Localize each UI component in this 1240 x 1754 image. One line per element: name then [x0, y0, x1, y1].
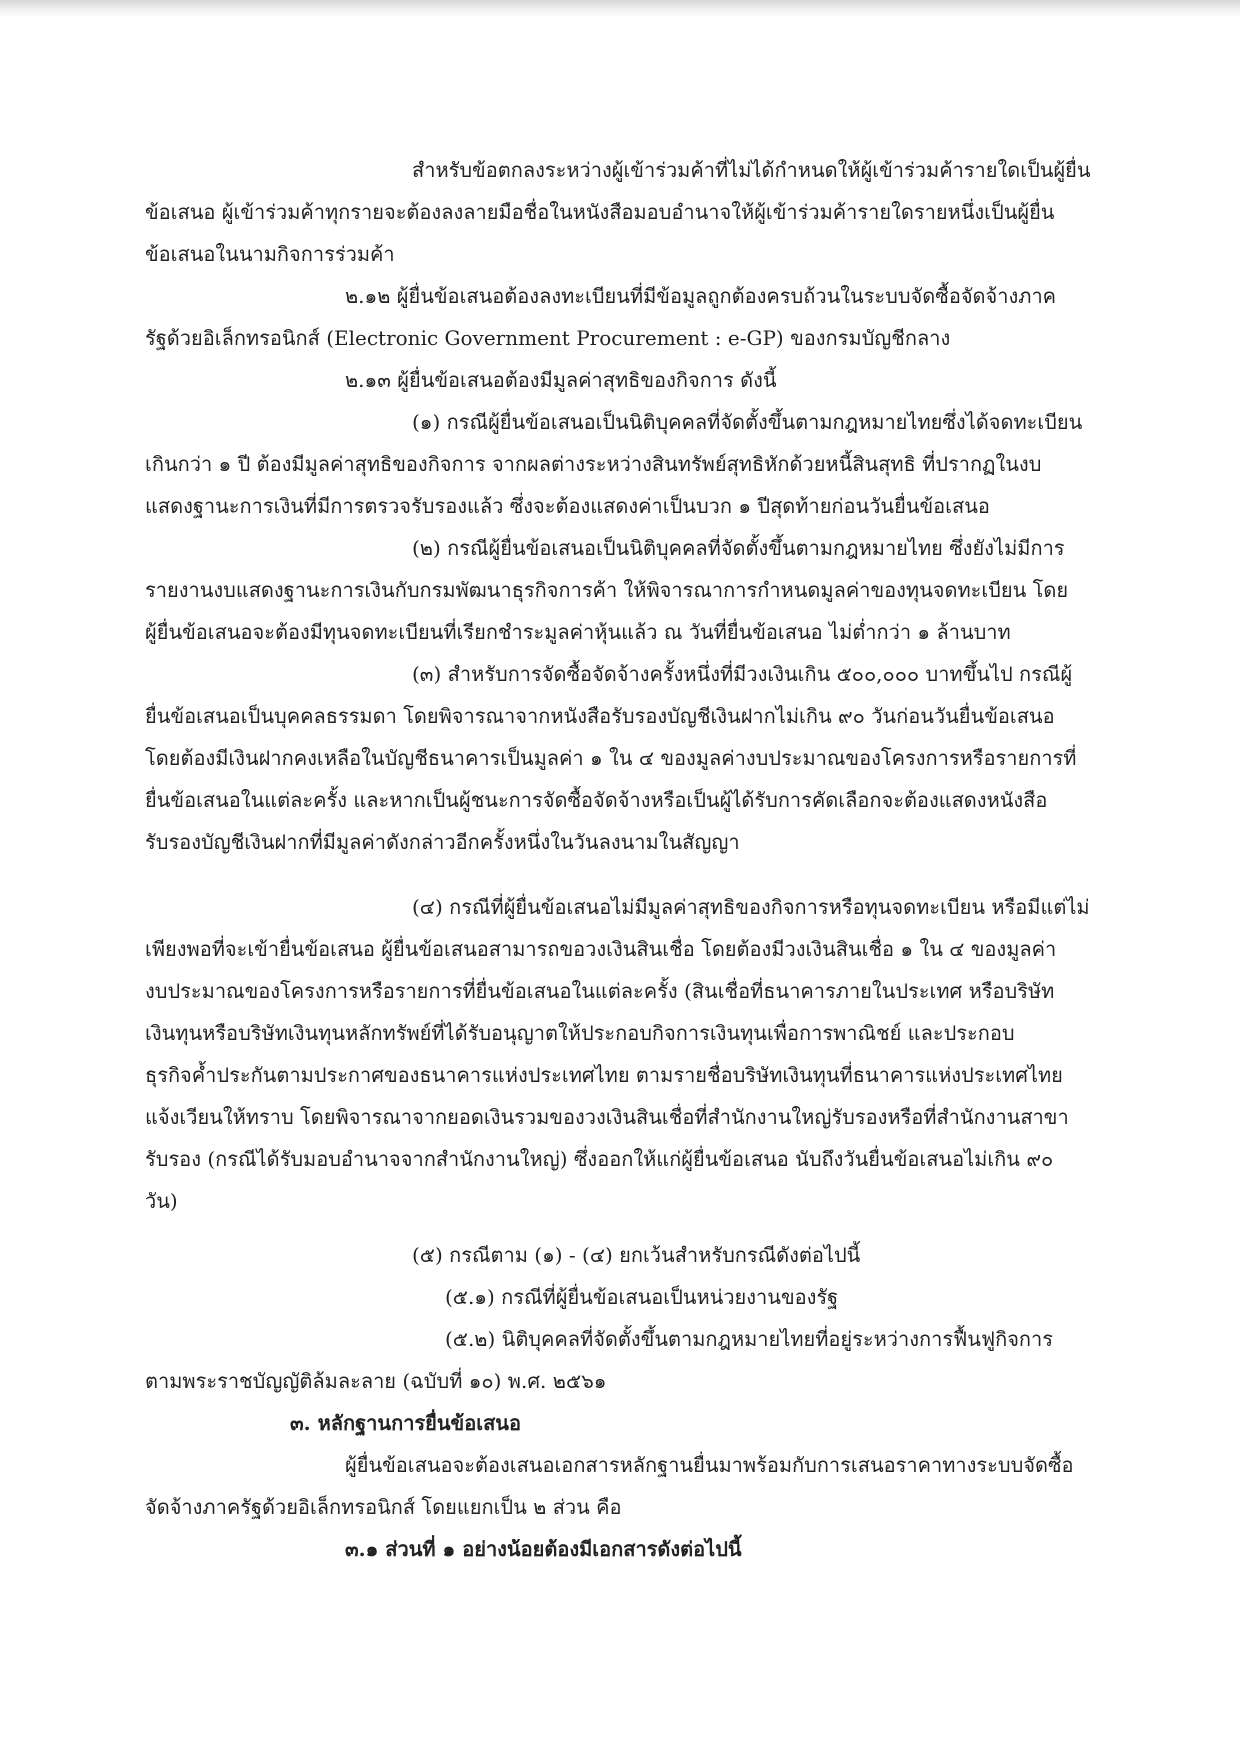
text-line: ยื่นข้อเสนอในแต่ละครั้ง และหากเป็นผู้ชนะการจัดซื้อจัดจ้างหรือเป็นผู้ได้รับการคัดเลือกจะต้องแสดงหนังสือ	[145, 788, 1048, 812]
text-line: ผู้ยื่นข้อเสนอจะต้องเสนอเอกสารหลักฐานยื่นมาพร้อมกับการเสนอราคาทางระบบจัดซื้อ	[345, 1453, 1074, 1477]
text-line: งบประมาณของโครงการหรือรายการที่ยื่นข้อเสนอในแต่ละครั้ง (สินเชื่อที่ธนาคารภายในประเทศ หรือบริษัท	[145, 979, 1055, 1003]
text-line: ๒.๑๒ ผู้ยื่นข้อเสนอต้องลงทะเบียนที่มีข้อมูลถูกต้องครบถ้วนในระบบจัดซื้อจัดจ้างภาค	[345, 284, 1057, 308]
text-line: รับรองบัญชีเงินฝากที่มีมูลค่าดังกล่าวอีกครั้งหนึ่งในวันลงนามในสัญญา	[145, 830, 740, 854]
text-line: จัดจ้างภาครัฐด้วยอิเล็กทรอนิกส์ โดยแยกเป็น ๒ ส่วน คือ	[145, 1495, 622, 1519]
text-line: รายงานงบแสดงฐานะการเงินกับกรมพัฒนาธุรกิจการค้า ให้พิจารณาการกำหนดมูลค่าของทุนจดทะเบียน โดย	[145, 578, 1069, 602]
text-line: เพียงพอที่จะเข้ายื่นข้อเสนอ ผู้ยื่นข้อเสนอสามารถขอวงเงินสินเชื่อ โดยต้องมีวงเงินสินเชื่อ ๑ ใน ๔ ของมูลค่า	[145, 937, 1057, 961]
text-line: ธุรกิจค้ำประกันตามประกาศของธนาคารแห่งประเทศไทย ตามรายชื่อบริษัทเงินทุนที่ธนาคารแห่งประเทศไทย	[145, 1063, 1063, 1087]
text-line: (๕.๑) กรณีที่ผู้ยื่นข้อเสนอเป็นหน่วยงานของรัฐ	[445, 1285, 839, 1309]
text-line: โดยต้องมีเงินฝากคงเหลือในบัญชีธนาคารเป็นมูลค่า ๑ ใน ๔ ของมูลค่างบประมาณของโครงการหรือรายการที่	[145, 746, 1077, 770]
text-line: เกินกว่า ๑ ปี ต้องมีมูลค่าสุทธิของกิจการ จากผลต่างระหว่างสินทรัพย์สุทธิหักด้วยหนี้สินสุทธิ ที่ปรากฏในงบ	[145, 452, 1042, 476]
text-line: (๔) กรณีที่ผู้ยื่นข้อเสนอไม่มีมูลค่าสุทธิของกิจการหรือทุนจดทะเบียน หรือมีแต่ไม่	[412, 895, 1090, 919]
text-line: (๕) กรณีตาม (๑) - (๔) ยกเว้นสำหรับกรณีดังต่อไปนี้	[412, 1243, 861, 1267]
subsection-heading: ๓.๑ ส่วนที่ ๑ อย่างน้อยต้องมีเอกสารดังต่อไปนี้	[345, 1537, 742, 1561]
text-line: เงินทุนหรือบริษัทเงินทุนหลักทรัพย์ที่ได้รับอนุญาตให้ประกอบกิจการเงินทุนเพื่อการพาณิชย์ และประกอบ	[145, 1021, 1015, 1045]
text-line: วัน)	[145, 1189, 178, 1213]
text-line: ยื่นข้อเสนอเป็นบุคคลธรรมดา โดยพิจารณาจากหนังสือรับรองบัญชีเงินฝากไม่เกิน ๙๐ วันก่อนวันยื่นข้อเสนอ	[145, 704, 1055, 728]
text-line: (๕.๒) นิติบุคคลที่จัดตั้งขึ้นตามกฎหมายไทยที่อยู่ระหว่างการฟื้นฟูกิจการ	[445, 1327, 1054, 1351]
text-line: ข้อเสนอ ผู้เข้าร่วมค้าทุกรายจะต้องลงลายมือชื่อในหนังสือมอบอำนาจให้ผู้เข้าร่วมค้ารายใดรายหนึ่งเป็นผู้ยื่น	[145, 200, 1055, 224]
text-line: ตามพระราชบัญญัติล้มละลาย (ฉบับที่ ๑๐) พ.ศ. ๒๕๖๑	[145, 1369, 607, 1393]
scan-edge	[0, 0, 1240, 18]
section-heading: ๓. หลักฐานการยื่นข้อเสนอ	[290, 1411, 521, 1435]
text-line: (๑) กรณีผู้ยื่นข้อเสนอเป็นนิติบุคคลที่จัดตั้งขึ้นตามกฎหมายไทยซึ่งได้จดทะเบียน	[412, 410, 1083, 434]
text-line: รับรอง (กรณีได้รับมอบอำนาจจากสำนักงานใหญ่) ซึ่งออกให้แก่ผู้ยื่นข้อเสนอ นับถึงวันยื่นข้อเสนอไม่เกิน ๙๐	[145, 1147, 1054, 1171]
text-line: (๒) กรณีผู้ยื่นข้อเสนอเป็นนิติบุคคลที่จัดตั้งขึ้นตามกฎหมายไทย ซึ่งยังไม่มีการ	[412, 536, 1065, 560]
text-line: ข้อเสนอในนามกิจการร่วมค้า	[145, 242, 395, 266]
text-line: แจ้งเวียนให้ทราบ โดยพิจารณาจากยอดเงินรวมของวงเงินสินเชื่อที่สำนักงานใหญ่รับรองหรือที่สำนักงานสาขา	[145, 1105, 1069, 1129]
text-line: ผู้ยื่นข้อเสนอจะต้องมีทุนจดทะเบียนที่เรียกชำระมูลค่าหุ้นแล้ว ณ วันที่ยื่นข้อเสนอ ไม่ต่ำกว่า ๑ ล้านบาท	[145, 620, 1011, 644]
text-line: ๒.๑๓ ผู้ยื่นข้อเสนอต้องมีมูลค่าสุทธิของกิจการ ดังนี้	[345, 368, 777, 392]
text-line: (๓) สำหรับการจัดซื้อจัดจ้างครั้งหนึ่งที่มีวงเงินเกิน ๕๐๐,๐๐๐ บาทขึ้นไป กรณีผู้	[412, 662, 1073, 686]
text-line: รัฐด้วยอิเล็กทรอนิกส์ (Electronic Government Procurement : e-GP) ของกรมบัญชีกลาง	[145, 326, 951, 350]
text-line: สำหรับข้อตกลงระหว่างผู้เข้าร่วมค้าที่ไม่ได้กำหนดให้ผู้เข้าร่วมค้ารายใดเป็นผู้ยื่น	[412, 158, 1091, 182]
text-line: แสดงฐานะการเงินที่มีการตรวจรับรองแล้ว ซึ่งจะต้องแสดงค่าเป็นบวก ๑ ปีสุดท้ายก่อนวันยื่นข้อเสนอ	[145, 494, 990, 518]
